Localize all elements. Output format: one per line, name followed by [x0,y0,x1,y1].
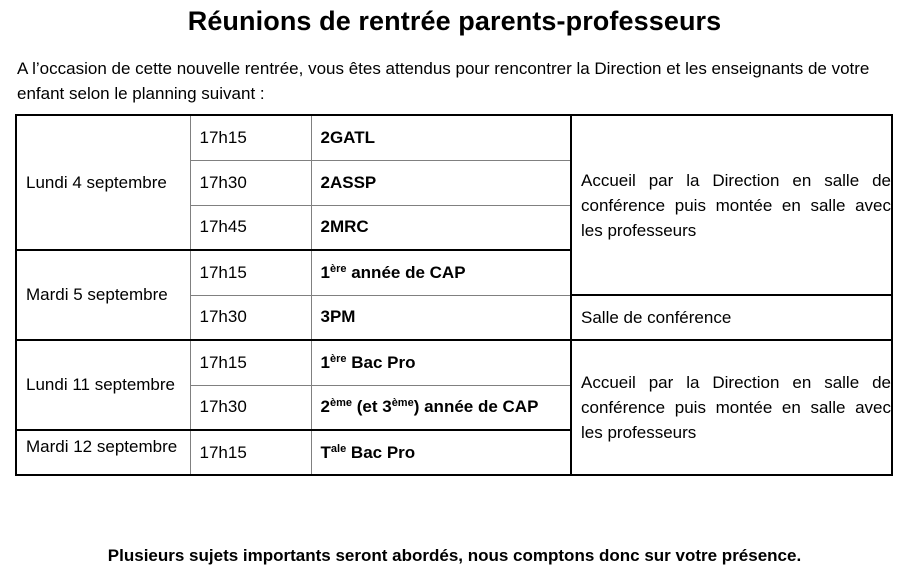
class-superscript: ère [329,352,347,365]
class-superscript: ère [329,262,347,275]
class-text: (et 3 [352,397,392,417]
time-cell: 17h15 [190,340,311,385]
intro-paragraph: A l’occasion de cette nouvelle rentrée, vous êtes attendus pour rencontrer la Direction et les enseignants de votre enfant selon le planning suivant : [17,59,870,103]
schedule-table [15,114,893,476]
day-cell: Lundi 4 septembre [16,115,190,250]
info-cell: Salle de conférence [571,295,892,340]
class-text: 1 [320,352,330,372]
class-cell: 3PM [311,295,571,340]
class-text: 1 [320,262,330,282]
time-cell: 17h15 [190,115,311,160]
footer-note: Plusieurs sujets importants seront abordés, nous comptons donc sur votre présence. [107,546,802,565]
info-cell: Accueil par la Direction en salle de conférence puis montée en salle avec les professeurs [571,115,892,295]
class-text: T [320,442,331,462]
class-text: Bac Pro [346,352,416,372]
class-cell: 2MRC [311,205,571,250]
time-cell: 17h15 [190,250,311,295]
class-cell: 2GATL [311,115,571,160]
class-superscript: ème [329,397,352,410]
table-row [16,115,892,160]
class-cell [311,250,571,295]
class-text: année de CAP [346,262,466,282]
day-cell: Mardi 5 septembre [16,250,190,340]
class-text: ) année de CAP [413,397,539,417]
time-cell: 17h30 [190,160,311,205]
class-cell [311,430,571,475]
time-cell: 17h30 [190,385,311,430]
day-cell: Lundi 11 septembre [16,340,190,430]
class-text: Bac Pro [346,442,416,462]
class-superscript: ale [330,442,347,455]
info-cell: Accueil par la Direction en salle de conférence puis montée en salle avec les professeurs [571,340,892,475]
time-cell: 17h45 [190,205,311,250]
class-cell: 2ASSP [311,160,571,205]
class-cell [311,385,571,430]
class-cell [311,340,571,385]
class-superscript: ème [391,397,414,410]
table-row [16,340,892,385]
time-cell: 17h15 [190,430,311,475]
day-cell: Mardi 12 septembre [16,430,190,475]
class-text: 2 [320,397,330,417]
page-title: Réunions de rentrée parents-professeurs [187,6,722,36]
time-cell: 17h30 [190,295,311,340]
